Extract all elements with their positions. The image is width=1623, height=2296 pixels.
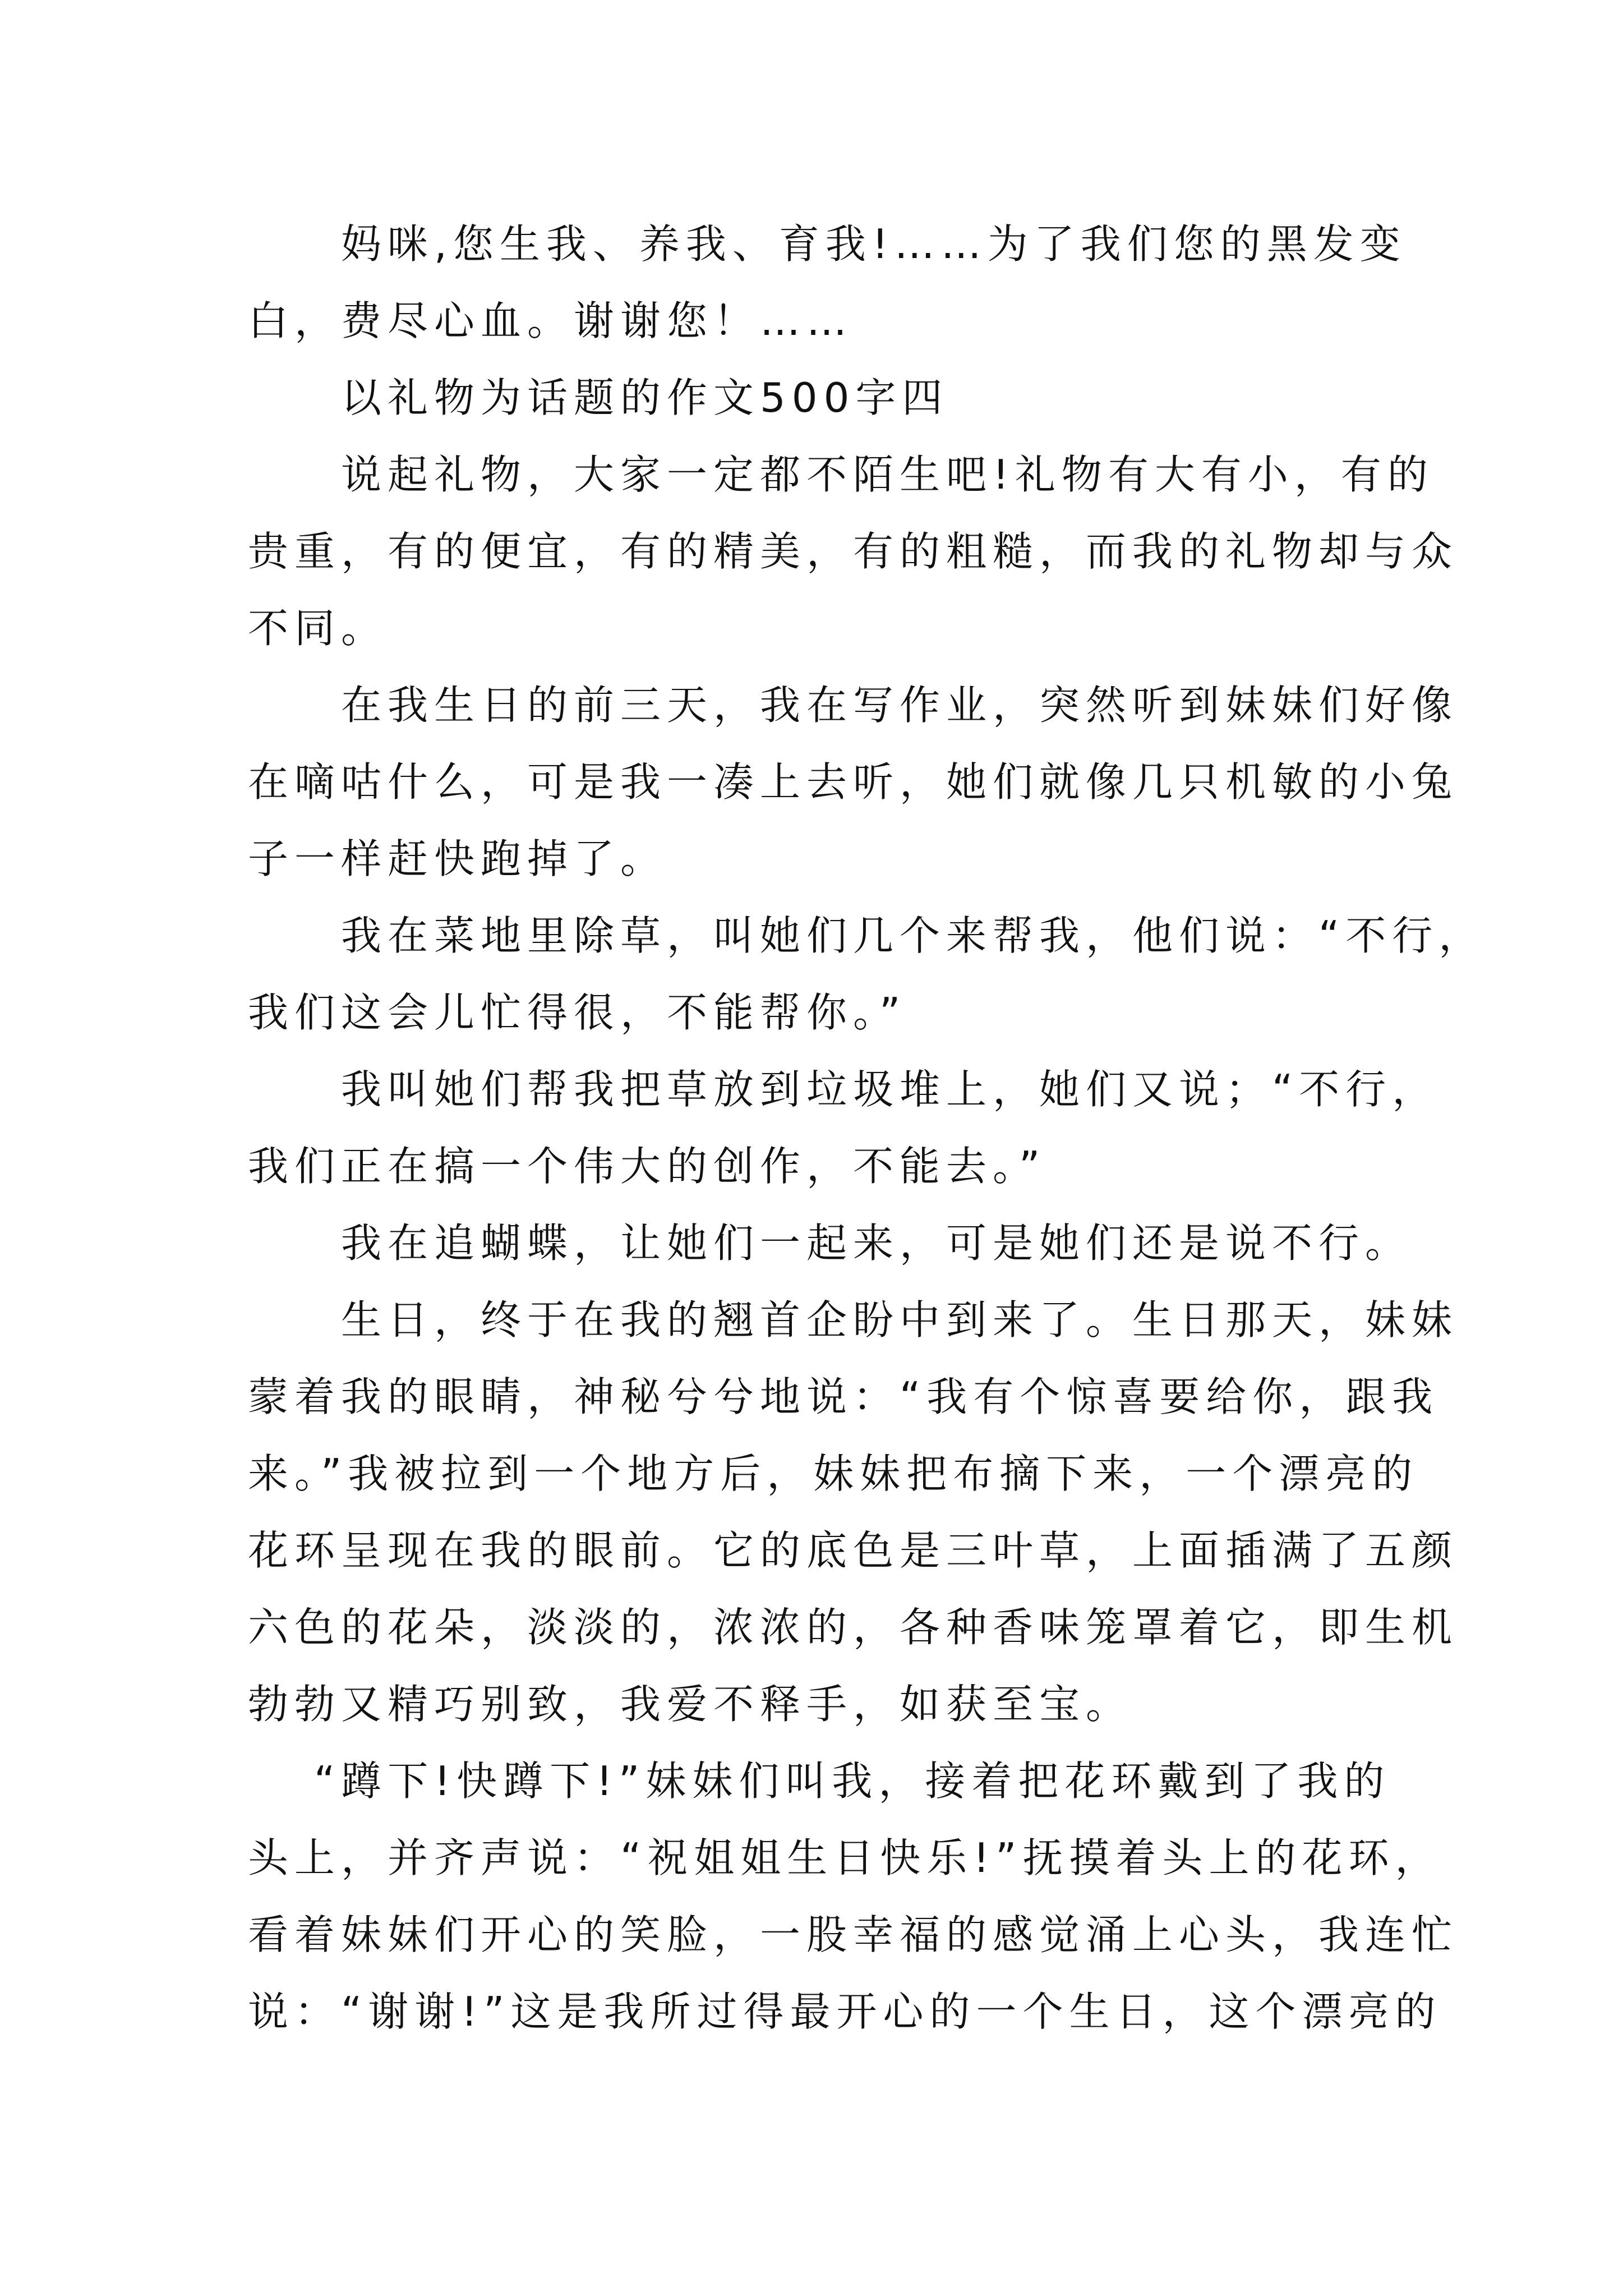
- text-line: 说起礼物，大家一定都不陌生吧!礼物有大有小，有的: [341, 451, 1434, 498]
- text-line: 在嘀咕什么，可是我一凑上去听，她们就像几只机敏的小兔: [248, 758, 1459, 806]
- text-line: 生日，终于在我的翘首企盼中到来了。生日那天，妹妹: [341, 1296, 1459, 1343]
- text-line: 妈咪,您生我、养我、育我!……为了我们您的黑发变: [341, 220, 1407, 268]
- text-line: 蒙着我的眼睛，神秘兮兮地说：“我有个惊喜要给你，跟我: [248, 1373, 1439, 1420]
- text-line: 六色的花朵，淡淡的，浓浓的，各种香味笼罩着它，即生机: [248, 1604, 1459, 1651]
- text-line: 子一样赶快跑掉了。: [248, 835, 667, 882]
- text-line: 来。”我被拉到一个地方后，妹妹把布摘下来，一个漂亮的: [248, 1450, 1419, 1497]
- text-line: 花环呈现在我的眼前。它的底色是三叶草，上面插满了五颜: [248, 1527, 1459, 1574]
- text-line: 白，费尽心血。谢谢您！……: [248, 297, 854, 344]
- text-line: 在我生日的前三天，我在写作业，突然听到妹妹们好像: [341, 682, 1459, 729]
- text-line: 头上，并齐声说：“祝姐姐生日快乐!”抚摸着头上的花环，: [248, 1834, 1442, 1881]
- text-line: 勃勃又精巧别致，我爱不释手，如获至宝。: [248, 1681, 1133, 1728]
- text-line: 我在菜地里除草，叫她们几个来帮我，他们说：“不行，: [341, 912, 1486, 959]
- text-line: 说：“谢谢!”这是我所过得最开心的一个生日，这个漂亮的: [248, 1988, 1442, 2035]
- text-line: 我们这会儿忙得很，不能帮你。”: [248, 989, 907, 1036]
- text-line: “蹲下!快蹲下!”妹妹们叫我，接着把花环戴到了我的: [314, 1757, 1391, 1805]
- text-line: 看着妹妹们开心的笑脸，一股幸福的感觉涌上心头，我连忙: [248, 1911, 1459, 1958]
- text-line: 贵重，有的便宜，有的精美，有的粗糙，而我的礼物却与众: [248, 528, 1459, 575]
- text-line: 不同。: [248, 605, 388, 652]
- text-line: 我在追蝴蝶，让她们一起来，可是她们还是说不行。: [341, 1220, 1412, 1267]
- text-line: 我叫她们帮我把草放到垃圾堆上，她们又说；“不行，: [341, 1066, 1439, 1113]
- section-heading: 以礼物为话题的作文500字四: [341, 374, 949, 421]
- text-line: 我们正在搞一个伟大的创作，不能去。”: [248, 1143, 1046, 1190]
